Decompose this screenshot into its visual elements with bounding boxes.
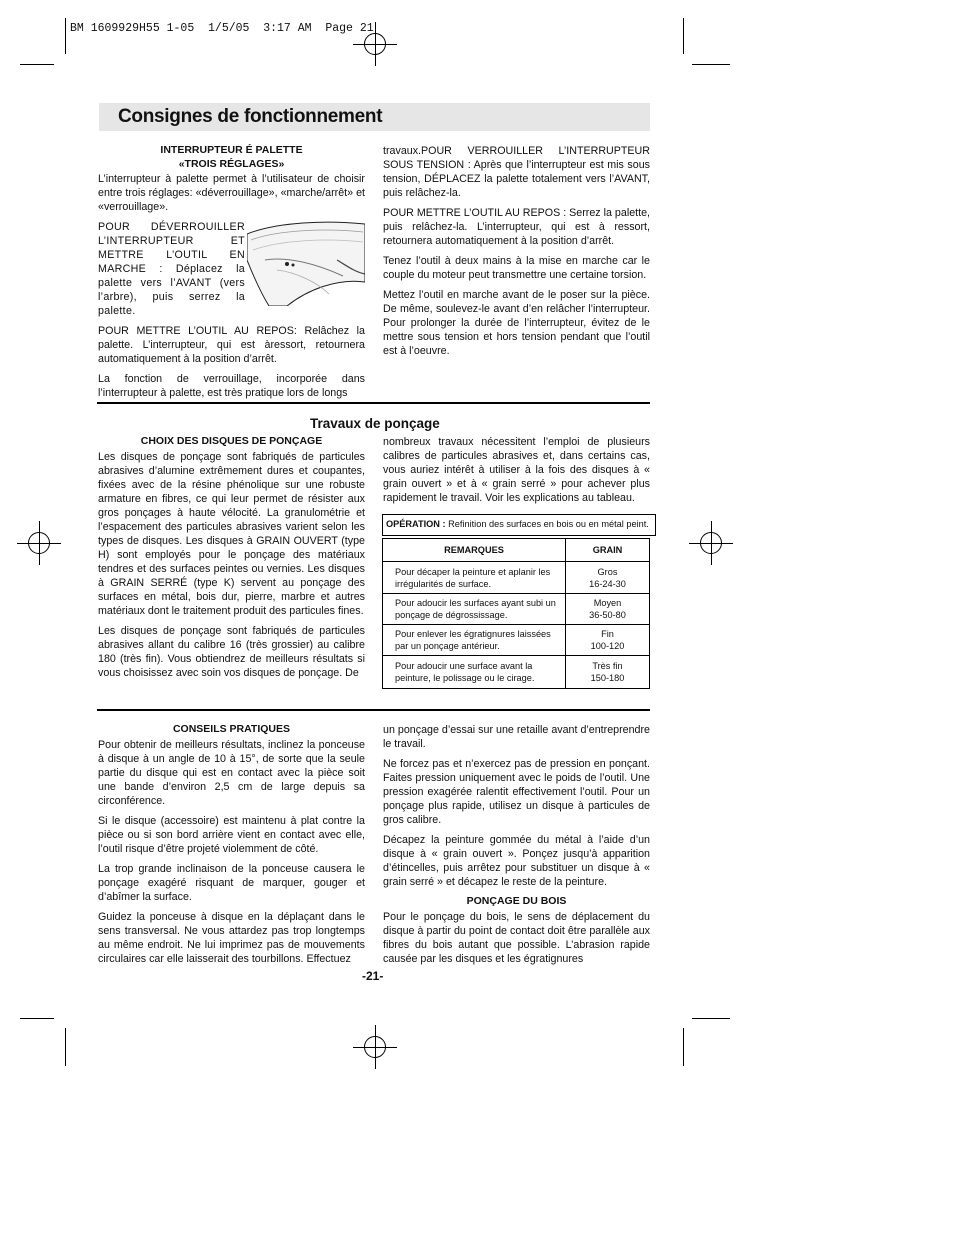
paragraph: La fonction de verrouillage, incorporée dans l’interrupteur à palette, est très pratique lors de longs — [98, 373, 365, 399]
crop-mark — [65, 1028, 66, 1066]
paragraph: POUR METTRE L’OUTIL AU REPOS: Relâchez la palette. L’interrupteur, qui est àressort, retournera automatiquement à la position d’arrêt. — [98, 325, 365, 365]
table-row — [383, 625, 650, 656]
grain-name: Moyen — [593, 598, 622, 608]
table-cell-grain — [566, 656, 650, 689]
paragraph: POUR METTRE L’OUTIL AU REPOS : Serrez la palette, puis relâchez-la. L’interrupteur, qui est à ressort, retournera automatiquement à la position d’arrêt. — [383, 207, 650, 247]
paragraph: POUR DÉVERROUILLER L’INTERRUPTEUR ET METTRE L’OUTIL EN MARCHE : Déplacez la palette vers l’AVANT (vers l’arbre), puis serrez la palette. — [98, 221, 245, 317]
table-cell-grain — [566, 625, 650, 656]
page-title: Consignes de fonctionnement — [118, 106, 383, 127]
crop-mark — [692, 64, 730, 65]
paragraph: L’interrupteur à palette permet à l’utilisateur de choisir entre trois réglages: «déverrouillage», «marche/arrêt» et «verrouillage». — [98, 173, 365, 213]
section2-left-column — [98, 435, 365, 686]
page-number: -21- — [362, 969, 384, 983]
crop-mark — [20, 1018, 54, 1019]
table-header-grain: GRAIN — [566, 539, 650, 562]
table-row — [383, 594, 650, 625]
paragraph: Tenez l’outil à deux mains à la mise en marche car le couple du moteur peut transmettre une certaine torsion. — [383, 255, 650, 281]
sanding-section-heading: Travaux de ponçage — [310, 416, 440, 431]
registration-mark-bottom — [364, 1036, 386, 1058]
paragraph: Pour obtenir de meilleurs résultats, inclinez la ponceuse à disque à un angle de 10 à 15°, de sorte que la seule partie du disque qui est en contact avec la pièce soit une bande d’environ 2,5 cm de large depuis sa circonférence. — [98, 738, 365, 807]
crop-mark — [692, 1018, 730, 1019]
paragraph: Décapez la peinture gommée du métal à l’aide d’un disque à « grain ouvert ». Ponçez jusqu’à apparition d’étincelles, puis arrêtez pour substituer un disque à « grain serré » et décapez le reste de la peinture. — [383, 834, 650, 888]
grain-name: Très fin — [592, 661, 623, 671]
table-cell-remark: Pour adoucir une surface avant la peinture, le polissage ou le cirage. — [383, 656, 566, 689]
tips-heading: CONSEILS PRATIQUES — [172, 723, 291, 735]
paragraph: Guidez la ponceuse à disque en la déplaçant dans le sens transversal. Ne vous attardez pas trop longtemps au même endroit. Ne lui imprimez pas de mouvements circulaires car elle laisserait des tourbillons. Effectuez — [98, 910, 365, 965]
paragraph: un ponçage d’essai sur une retaille avant d’entreprendre le travail. — [383, 724, 650, 750]
crop-mark — [65, 18, 66, 54]
paragraph: Pour le ponçage du bois, le sens de déplacement du disque à partir du point de contact doit être parallèle aux fibres du bois autant que possible. L’abrasion rapide causée par les disques et les égratignures — [383, 910, 650, 965]
section2-right-column — [383, 435, 650, 511]
table-cell-grain — [566, 562, 650, 594]
table-row — [383, 656, 650, 689]
disc-choice-heading: CHOIX DES DISQUES DE PONÇAGE — [140, 435, 323, 447]
paragraph: Mettez l’outil en marche avant de le poser sur la pièce. De même, soulevez-le avant d’en relâcher l’interrupteur. Pour prolonger la durée de l’interrupteur, évitez de le mettre sous tension et hors tension pendant que l’outil est à l’oeuvre. — [383, 289, 650, 357]
paragraph: travaux.POUR VERROUILLER L’INTERRUPTEUR SOUS TENSION : Après que l’interrupteur est mis sous tension, DÉPLACEZ la palette totalement vers l’AVANT, puis relâchez-la. — [383, 145, 650, 199]
table-header-row — [383, 539, 650, 562]
crop-mark — [683, 1028, 684, 1066]
table-cell-remark: Pour adoucir les surfaces ayant subi un ponçage de dégrossissage. — [383, 594, 566, 625]
grain-name: Gros — [597, 566, 618, 577]
grain-value: 36-50-80 — [589, 610, 626, 620]
registration-mark-left — [28, 532, 50, 554]
table-row — [383, 562, 650, 594]
section3-right-column — [383, 723, 650, 972]
grain-table — [382, 538, 650, 689]
grain-value: 100-120 — [590, 641, 625, 651]
wood-sanding-heading: PONÇAGE DU BOIS — [466, 895, 567, 907]
table-header-remarks: REMARQUES — [383, 539, 566, 562]
switch-heading-line1: INTERRUPTEUR É PALETTE — [160, 144, 303, 156]
paragraph: La trop grande inclinaison de la ponceuse causera le ponçage exagéré risquant de marquer, gouger et d’abîmer la surface. — [98, 862, 365, 903]
crop-mark — [20, 64, 54, 65]
grain-value: 150-180 — [590, 673, 625, 683]
switch-heading-line2: «TROIS RÉGLAGES» — [178, 157, 285, 170]
registration-mark-right — [700, 532, 722, 554]
switch-heading — [98, 144, 365, 171]
table-cell-remark: Pour enlever les égratignures laissées par un ponçage antérieur. — [383, 625, 566, 656]
tool-icon — [247, 220, 365, 306]
print-header: BM 1609929H55 1-05 1/5/05 3:17 AM Page 21 — [70, 22, 374, 35]
paragraph: Les disques de ponçage sont fabriqués de particules abrasives allant du calibre 16 (très grossier) au calibre 180 (très fin). Vous obtiendrez de meilleurs résultats si vous choisissez avec soin vos disques de ponçage. De — [98, 624, 365, 679]
tool-switch-illustration — [247, 220, 365, 306]
paragraph: Ne forcez pas et n’exercez pas de pression en ponçant. Faites pression uniquement avec le poids de l’outil. Une pression exagérée ralentit effectivement l’outil. Pour un ponçage plus rapide, utilisez un disque à particules de gros calibre. — [383, 758, 650, 826]
paragraph: nombreux travaux nécessitent l’emploi de plusieurs calibres de particules abrasives et, dans certains cas, vous auriez intérêt à utiliser à la fois des disques à « grain ouvert » et à « grain serré » pour achever plus rapidement le travail. Voir les explications au tableau. — [383, 436, 650, 504]
table-cell-remark: Pour décaper la peinture et aplanir les irrégularités de surface. — [383, 562, 566, 594]
operation-box — [382, 514, 656, 536]
operation-label: OPÉRATION : — [386, 519, 446, 529]
section3-left-column — [98, 723, 365, 972]
crop-mark — [683, 18, 684, 54]
registration-mark-top — [364, 33, 386, 55]
grain-value: 16-24-30 — [589, 578, 626, 589]
section-divider — [97, 402, 650, 404]
operation-text: Refinition des surfaces en bois ou en métal peint. — [448, 519, 649, 529]
paragraph: Les disques de ponçage sont fabriqués de particules abrasives d’alumine extrêmement dures et coupantes, fixées avec de la résine phénolique sur une robuste armature en fibres, ce qui leur permet de résister aux gros ponçages à haute vélocité. La granulométrie et l’espacement des particules abrasives varient selon les types de disques. Les disques à GRAIN OUVERT (type H) sont employés pour le ponçage des matériaux tendres et des surfaces peintes ou vernies. Les disques à GRAIN SERRÉ (type K) servent au ponçage des surfaces en métal, bois dur, pierre, marbre et autres matériaux dont le traitement produit des particules fines. — [98, 450, 365, 617]
paragraph: Si le disque (accessoire) est maintenu à plat contre la pièce ou si son bord arrière vient en contact avec elle, l’outil risque d’être projeté violemment de côté. — [98, 814, 365, 855]
section1-right-column — [383, 144, 650, 364]
table-cell-grain — [566, 594, 650, 625]
grain-name: Fin — [601, 629, 614, 639]
section-divider — [97, 709, 650, 711]
